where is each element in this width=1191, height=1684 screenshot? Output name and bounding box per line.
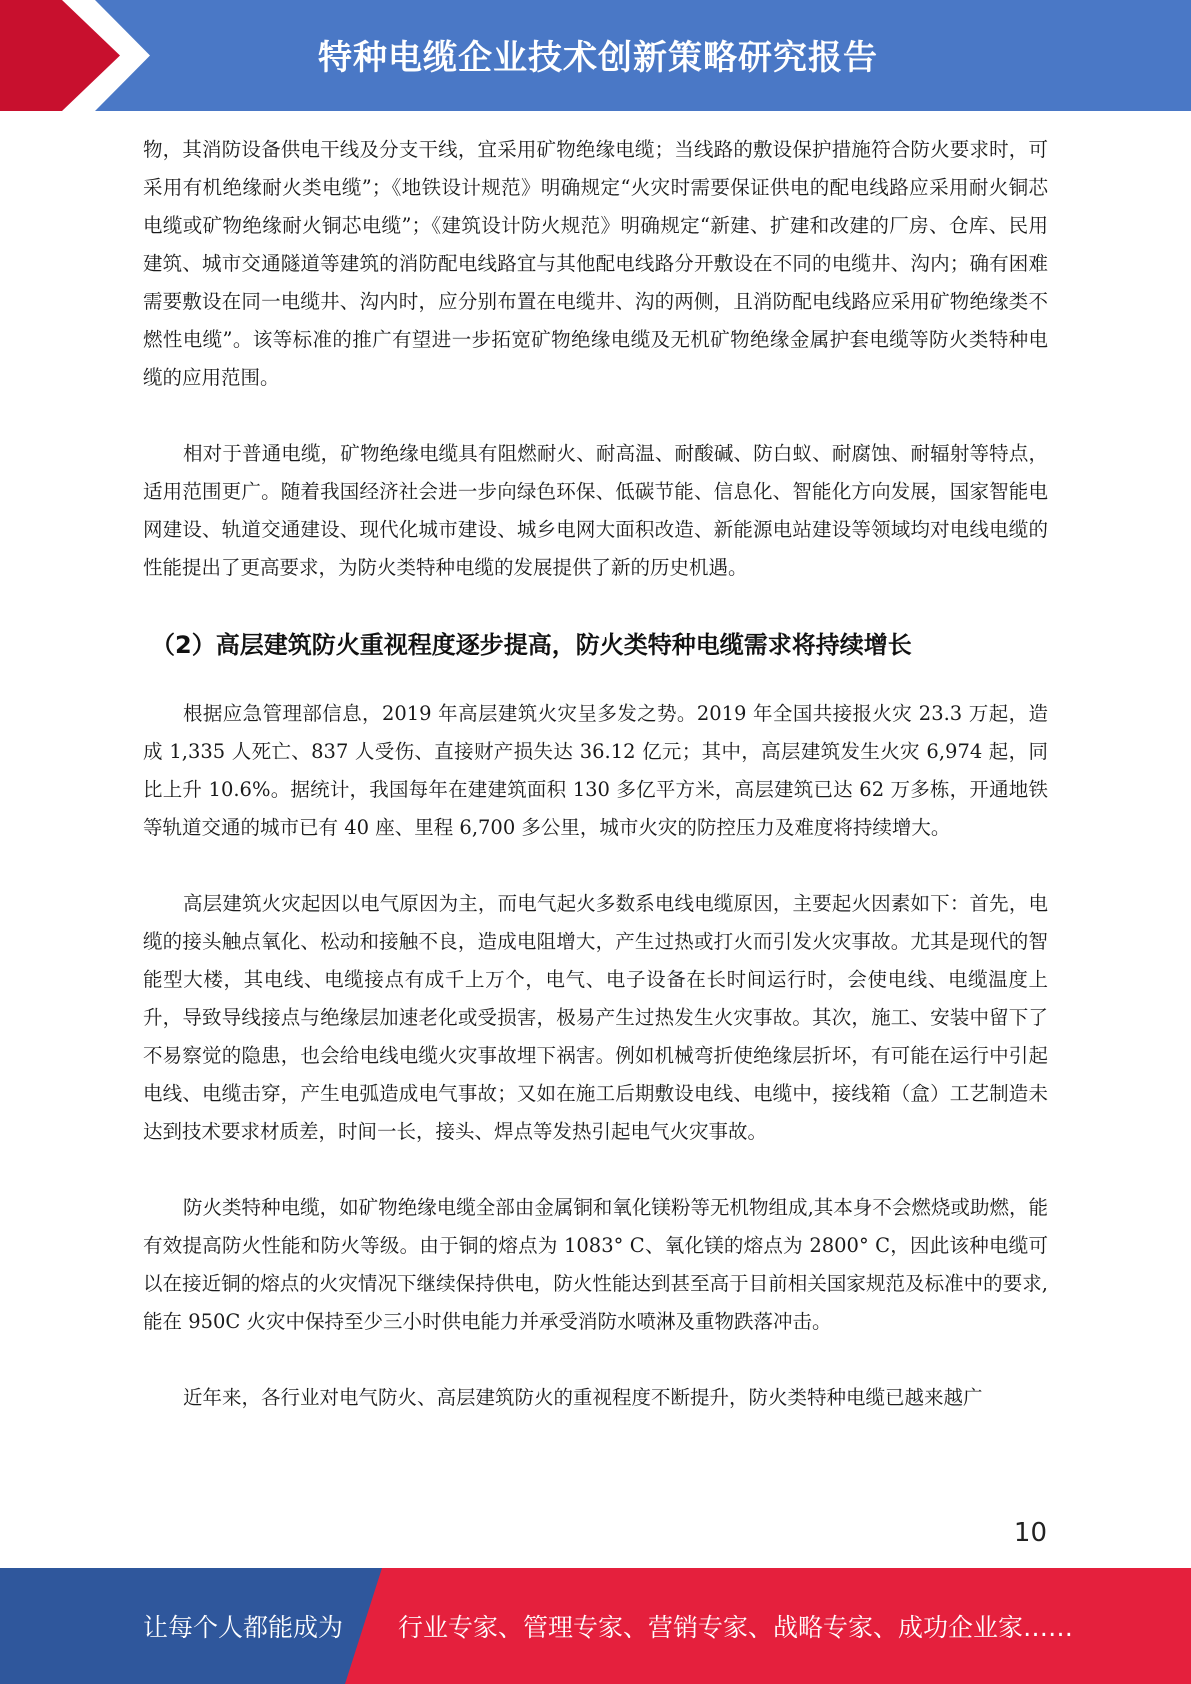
header-arrow-decoration [0, 0, 180, 111]
page-number: 10 [1013, 1518, 1047, 1548]
paragraph-fireproof-cable: 防火类特种电缆，如矿物绝缘电缆全部由金属铜和氧化镁粉等无机物组成,其本身不会燃烧或助燃，能有效提高防火性能和防火等级。由于铜的熔点为 1083° C、氧化镁的熔点为 2800° C，因此该种电缆可以在接近铜的熔点的火灾情况下继续保持供电，防火性能达到甚至高于目前相关国家规范及标准中的要求,能在 950C 火灾中保持至少三小时供电能力并承受消防水喷淋及重物跌落冲击。 [143, 1196, 1048, 1333]
section-heading: （2）高层建筑防火重视程度逐步提高，防火类特种电缆需求将持续增长 [151, 631, 912, 659]
header-banner [0, 0, 1191, 111]
paragraph-recent-years: 近年来，各行业对电气防火、高层建筑防火的重视程度不断提升，防火类特种电缆已越来越广 [183, 1386, 983, 1409]
report-title: 特种电缆企业技术创新策略研究报告 [318, 38, 878, 78]
paragraph-fire-causes: 高层建筑火灾起因以电气原因为主，而电气起火多数系电线电缆原因，主要起火因素如下：首先，电缆的接头触点氧化、松动和接触不良，造成电阻增大，产生过热或打火而引发火灾事故。尤其是现代的智能型大楼，其电线、电缆接点有成千上万个，电气、电子设备在长时间运行时，会使电线、电缆温度上升，导致导线接点与绝缘层加速老化或受损害，极易产生过热发生火灾事故。其次，施工、安装中留下了不易察觉的隐患，也会给电线电缆火灾事故埋下祸害。例如机械弯折使绝缘层折坏，有可能在运行中引起电线、电缆击穿，产生电弧造成电气事故；又如在施工后期敷设电线、电缆中，接线箱（盒）工艺制造未达到技术要求材质差，时间一长，接头、焊点等发热引起电气火灾事故。 [143, 892, 1048, 1143]
footer-banner [0, 1568, 1191, 1684]
footer-slogan-right: 行业专家、管理专家、营销专家、战略专家、成功企业家…… [398, 1613, 1074, 1642]
paragraph-standards: 物，其消防设备供电干线及分支干线，宜采用矿物绝缘电缆；当线路的敷设保护措施符合防火要求时，可采用有机绝缘耐火类电缆”；《地铁设计规范》明确规定“火灾时需要保证供电的配电线路应采用耐火铜芯电缆或矿物绝缘耐火铜芯电缆”；《建筑设计防火规范》明确规定“新建、扩建和改建的厂房、仓库、民用建筑、城市交通隧道等建筑的消防配电线路宜与其他配电线路分开敷设在不同的电缆井、沟内；确有困难需要敷设在同一电缆井、沟内时，应分别布置在电缆井、沟的两侧，且消防配电线路应采用矿物绝缘类不燃性电缆”。该等标准的推广有望进一步拓宽矿物绝缘电缆及无机矿物绝缘金属护套电缆等防火类特种电缆的应用范围。 [143, 138, 1048, 389]
document-body [143, 131, 1048, 1417]
footer-slogan-left: 让每个人都能成为 [143, 1613, 344, 1642]
paragraph-mineral-cable-advantages: 相对于普通电缆，矿物绝缘电缆具有阻燃耐火、耐高温、耐酸碱、防白蚁、耐腐蚀、耐辐射等特点，适用范围更广。随着我国经济社会进一步向绿色环保、低碳节能、信息化、智能化方向发展，国家智能电网建设、轨道交通建设、现代化城市建设、城乡电网大面积改造、新能源电站建设等领域均对电线电缆的性能提出了更高要求，为防火类特种电缆的发展提供了新的历史机遇。 [143, 442, 1048, 579]
paragraph-fire-statistics: 根据应急管理部信息，2019 年高层建筑火灾呈多发之势。2019 年全国共接报火灾 23.3 万起，造成 1,335 人死亡、837 人受伤、直接财产损失达 36.12 亿元；其中，高层建筑发生火灾 6,974 起，同比上升 10.6%。据统计，我国每年在建建筑面积 130 多亿平方米，高层建筑已达 62 万多栋，开通地铁等轨道交通的城市已有 40 座、里程 6,700 多公里，城市火灾的防控压力及难度将持续增大。 [143, 702, 1048, 839]
